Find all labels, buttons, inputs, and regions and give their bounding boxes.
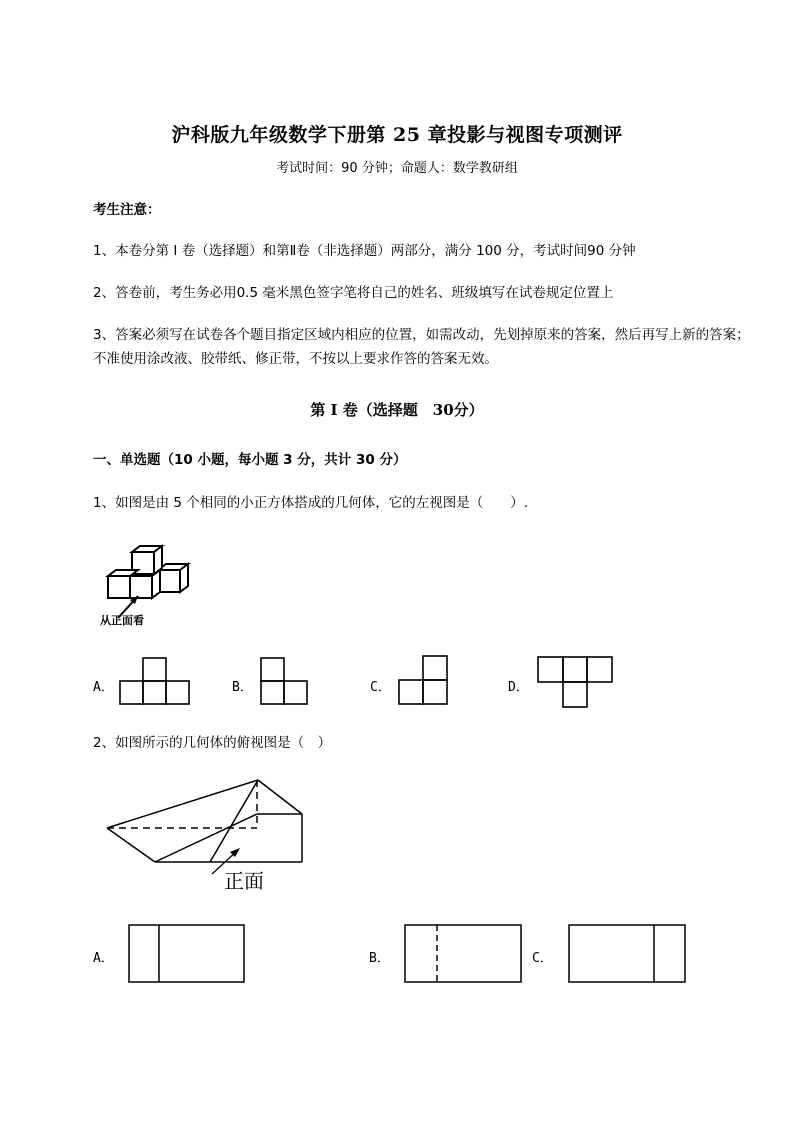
question-1-option-a-figure bbox=[118, 657, 190, 705]
notice-item-2: 2、答卷前，考生务必用0.5 毫米黑色签字笔将自己的姓名、班级填写在试卷规定位置上 bbox=[93, 285, 614, 301]
question-2-figure-label: 正面 bbox=[224, 869, 264, 893]
question-2-option-a-figure bbox=[128, 924, 246, 984]
question-1-option-d-figure bbox=[537, 656, 613, 708]
exam-info: 考试时间：90 分钟；命题人：数学教研组 bbox=[276, 161, 518, 176]
question-2-option-c-figure bbox=[568, 924, 688, 984]
question-2-text: 2、如图所示的几何体的俯视图是（ ） bbox=[93, 735, 332, 751]
question-1-option-a[interactable]: A． bbox=[93, 680, 114, 695]
question-2-option-b[interactable]: B． bbox=[369, 951, 390, 966]
notice-item-1: 1、本卷分第 I 卷（选择题）和第Ⅱ卷（非选择题）两部分，满分 100 分，考试时间90 分钟 bbox=[93, 243, 636, 259]
part-heading: 一、单选题（10 小题，每小题 3 分，共计 30 分） bbox=[93, 452, 407, 468]
notice-item-3: 3、答案必须写在试卷各个题目指定区域内相应的位置，如需改动，先划掉原来的答案，然后再写上新的答案；不准使用涂改液、胶带纸、修正带，不按以上要求作答的答案无效。 bbox=[93, 327, 750, 367]
question-1-option-c-figure bbox=[398, 655, 450, 705]
question-1-cube-figure bbox=[100, 540, 200, 630]
question-1-text: 1、如图是由 5 个相同的小正方体搭成的几何体，它的左视图是（ ）. bbox=[93, 495, 529, 511]
question-2-option-a[interactable]: A． bbox=[93, 951, 114, 966]
notice-heading: 考生注意： bbox=[93, 202, 161, 218]
question-1-option-d[interactable]: D． bbox=[508, 680, 529, 695]
question-2-prism-figure bbox=[104, 772, 314, 894]
question-1-option-b-figure bbox=[259, 657, 309, 705]
question-1-option-b[interactable]: B． bbox=[232, 680, 253, 695]
question-1-figure-label: 从正面看 bbox=[100, 614, 144, 627]
question-1-option-c[interactable]: C． bbox=[370, 680, 391, 695]
question-2-option-c[interactable]: C． bbox=[532, 951, 553, 966]
page-title: 沪科版九年级数学下册第 25 章投影与视图专项测评 bbox=[171, 124, 623, 146]
section-title: 第 I 卷（选择题 30分） bbox=[310, 401, 484, 419]
question-2-option-b-figure bbox=[404, 924, 524, 984]
